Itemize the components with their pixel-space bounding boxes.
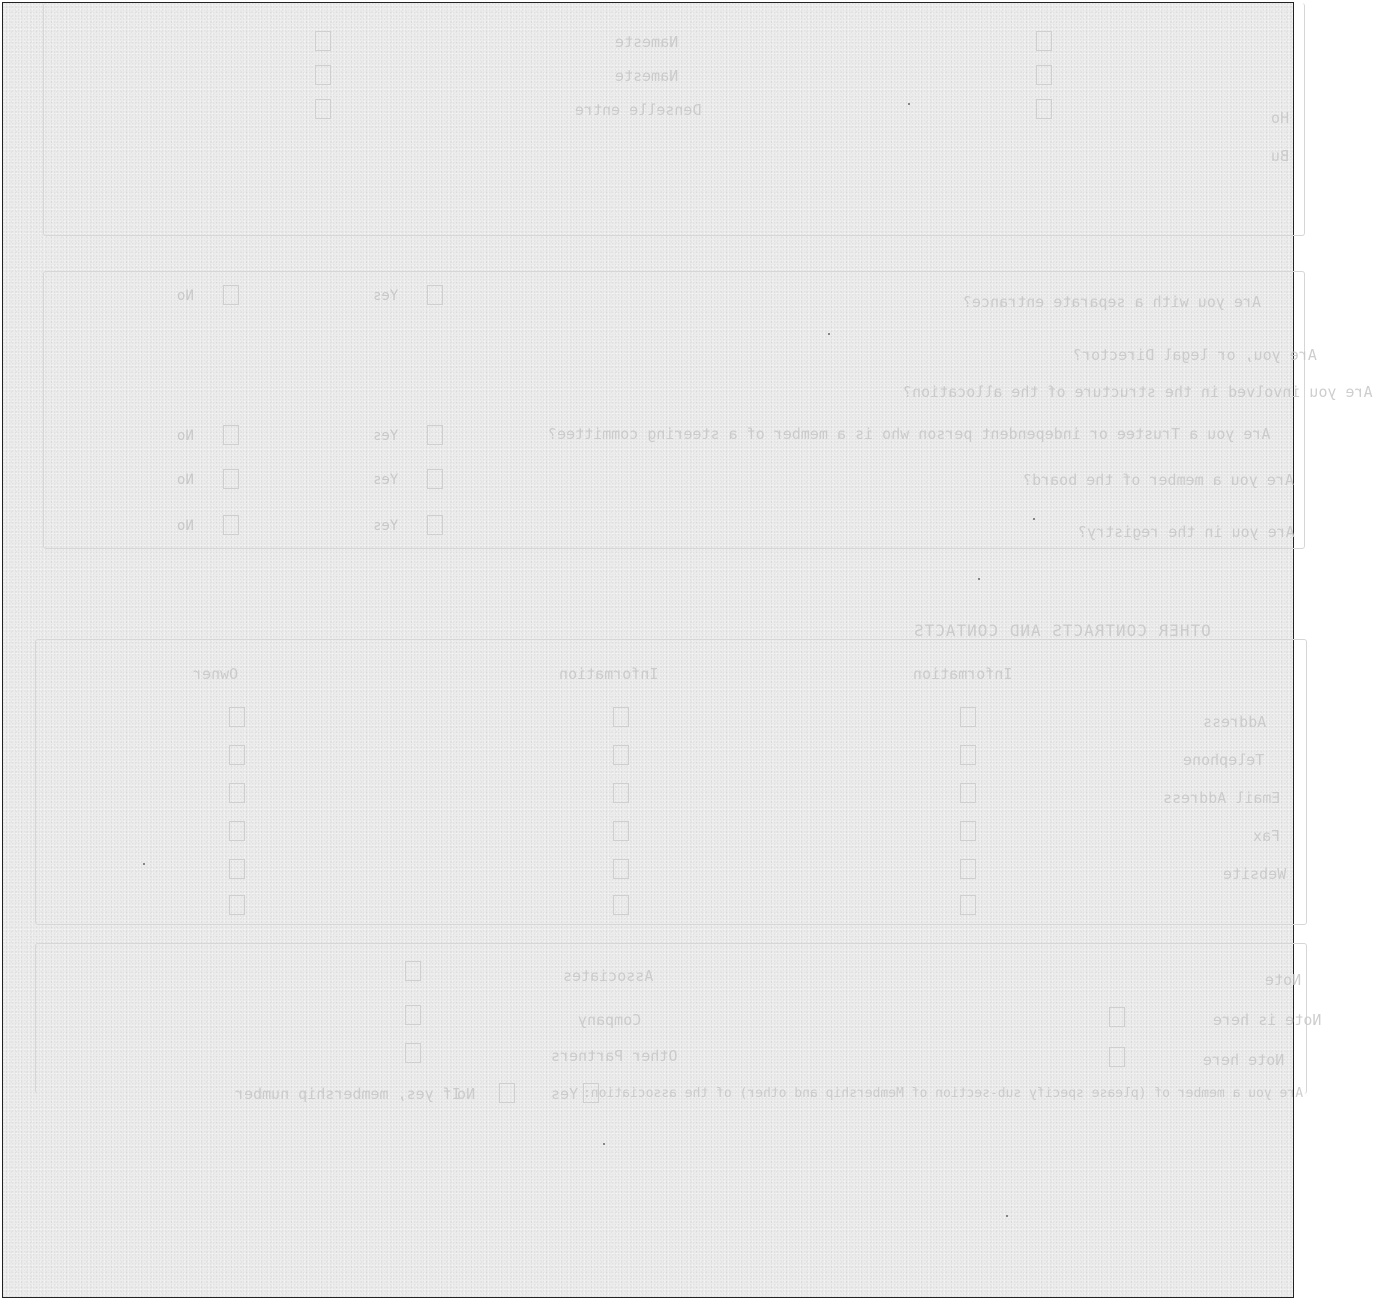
question-4-yes[interactable] xyxy=(373,425,443,445)
top-option-checkbox-4[interactable] xyxy=(315,31,331,51)
bottom-right-label-2: Note is here xyxy=(1213,1011,1322,1029)
bottom-footer-end: If yes, membership number xyxy=(235,1085,461,1103)
scan-speck xyxy=(828,333,830,335)
bottom-right-checkbox-2[interactable] xyxy=(1109,1047,1125,1067)
bottom-right-label-1: Note xyxy=(1265,971,1302,989)
table-row-6-col-1-checkbox[interactable] xyxy=(960,895,976,915)
table-row-label-5: Website xyxy=(1223,865,1287,883)
table-row-5-col-2-checkbox[interactable] xyxy=(613,859,629,879)
scan-speck xyxy=(143,863,145,865)
top-right-edge-label-2: Bu xyxy=(1271,147,1290,165)
question-4: Are you a Trustee or independent person who is a member of a steering committee? xyxy=(548,425,1271,443)
table-row-label-3: Email Address xyxy=(1163,789,1281,807)
no-checkbox[interactable] xyxy=(223,285,239,305)
question-4-no[interactable] xyxy=(173,425,243,445)
questions-section-box xyxy=(43,271,1305,549)
table-row-2-col-2-checkbox[interactable] xyxy=(613,745,629,765)
bottom-footer-yes: Yes xyxy=(551,1085,579,1103)
no-checkbox[interactable] xyxy=(223,425,239,445)
yes-checkbox[interactable] xyxy=(427,469,443,489)
bottom-option-label-1: Associates xyxy=(563,967,654,985)
table-row-label-2: Telephone xyxy=(1183,751,1265,769)
scan-speck xyxy=(908,103,910,105)
yes-label: Yes xyxy=(373,472,399,488)
table-row-1-col-2-checkbox[interactable] xyxy=(613,707,629,727)
question-6-no[interactable] xyxy=(173,515,243,535)
bottom-footer-no-checkbox[interactable] xyxy=(499,1083,515,1103)
yes-checkbox[interactable] xyxy=(427,285,443,305)
top-option-label-2: Nameste xyxy=(615,67,679,85)
bottom-option-checkbox-2[interactable] xyxy=(405,1005,421,1025)
scan-speck xyxy=(1033,518,1035,520)
question-5-yes[interactable] xyxy=(373,469,443,489)
bottom-footer-no: No xyxy=(457,1085,476,1103)
table-section-subheading: Information xyxy=(913,665,1013,683)
table-row-5-col-1-checkbox[interactable] xyxy=(960,859,976,879)
bottom-right-checkbox-1[interactable] xyxy=(1109,1007,1125,1027)
column-header-owner: Owner xyxy=(193,665,239,683)
yes-label: Yes xyxy=(373,428,399,444)
top-option-checkbox-5[interactable] xyxy=(315,65,331,85)
table-row-label-4: Fax xyxy=(1253,827,1281,845)
question-3: Are you involved in the structure of the allocation? xyxy=(903,383,1373,401)
bottom-footer-line: Are you a member of (please specify sub-section of Membership and other) of the association: xyxy=(583,1086,1304,1101)
scan-speck xyxy=(1006,1215,1008,1217)
yes-checkbox[interactable] xyxy=(427,425,443,445)
top-right-edge-label-1: Ho xyxy=(1271,109,1290,127)
table-row-4-col-3-checkbox[interactable] xyxy=(229,821,245,841)
yes-label: Yes xyxy=(373,288,399,304)
bottom-footer-yes-checkbox[interactable] xyxy=(583,1083,599,1103)
table-row-4-col-1-checkbox[interactable] xyxy=(960,821,976,841)
no-label: No xyxy=(177,288,194,304)
table-row-2-col-3-checkbox[interactable] xyxy=(229,745,245,765)
table-row-2-col-1-checkbox[interactable] xyxy=(960,745,976,765)
yes-label: Yes xyxy=(373,518,399,534)
table-row-label-1: Address xyxy=(1203,713,1267,731)
bottom-option-label-3: Other Partners xyxy=(551,1047,678,1065)
no-checkbox[interactable] xyxy=(223,515,239,535)
yes-checkbox[interactable] xyxy=(427,515,443,535)
question-6-yes[interactable] xyxy=(373,515,443,535)
question-6: Are you in the registry? xyxy=(1078,523,1295,541)
top-option-checkbox-1[interactable] xyxy=(1036,31,1052,51)
question-2: Are you, or legal Director? xyxy=(1073,346,1317,364)
scan-speck xyxy=(603,1143,605,1145)
no-label: No xyxy=(177,472,194,488)
no-label: No xyxy=(177,428,194,444)
no-label: No xyxy=(177,518,194,534)
top-option-label-1: Nameste xyxy=(615,33,679,51)
table-row-1-col-3-checkbox[interactable] xyxy=(229,707,245,727)
top-option-checkbox-6[interactable] xyxy=(315,99,331,119)
table-row-3-col-1-checkbox[interactable] xyxy=(960,783,976,803)
column-header-information: Information xyxy=(559,665,659,683)
table-row-5-col-3-checkbox[interactable] xyxy=(229,859,245,879)
table-row-6-col-3-checkbox[interactable] xyxy=(229,895,245,915)
question-5-no[interactable] xyxy=(173,469,243,489)
question-1-yes[interactable] xyxy=(373,285,443,305)
table-row-4-col-2-checkbox[interactable] xyxy=(613,821,629,841)
scanned-form-page xyxy=(2,2,1373,1298)
table-section-heading: OTHER CONTRACTS AND CONTACTS xyxy=(913,621,1211,640)
no-checkbox[interactable] xyxy=(223,469,239,489)
table-row-3-col-3-checkbox[interactable] xyxy=(229,783,245,803)
table-row-6-col-2-checkbox[interactable] xyxy=(613,895,629,915)
bottom-option-checkbox-3[interactable] xyxy=(405,1043,421,1063)
question-1-no[interactable] xyxy=(173,285,243,305)
scan-speck xyxy=(978,578,980,580)
bottom-option-label-2: Company xyxy=(578,1011,642,1029)
bottom-right-label-3: Note here xyxy=(1203,1051,1285,1069)
table-row-1-col-1-checkbox[interactable] xyxy=(960,707,976,727)
top-option-label-3: Denselle entre xyxy=(575,101,702,119)
bottom-option-checkbox-1[interactable] xyxy=(405,961,421,981)
top-option-checkbox-3[interactable] xyxy=(1036,99,1052,119)
question-5: Are you a member of the board? xyxy=(1023,471,1294,489)
top-option-checkbox-2[interactable] xyxy=(1036,65,1052,85)
question-1: Are you with a separate entrance? xyxy=(963,293,1262,311)
table-row-3-col-2-checkbox[interactable] xyxy=(613,783,629,803)
